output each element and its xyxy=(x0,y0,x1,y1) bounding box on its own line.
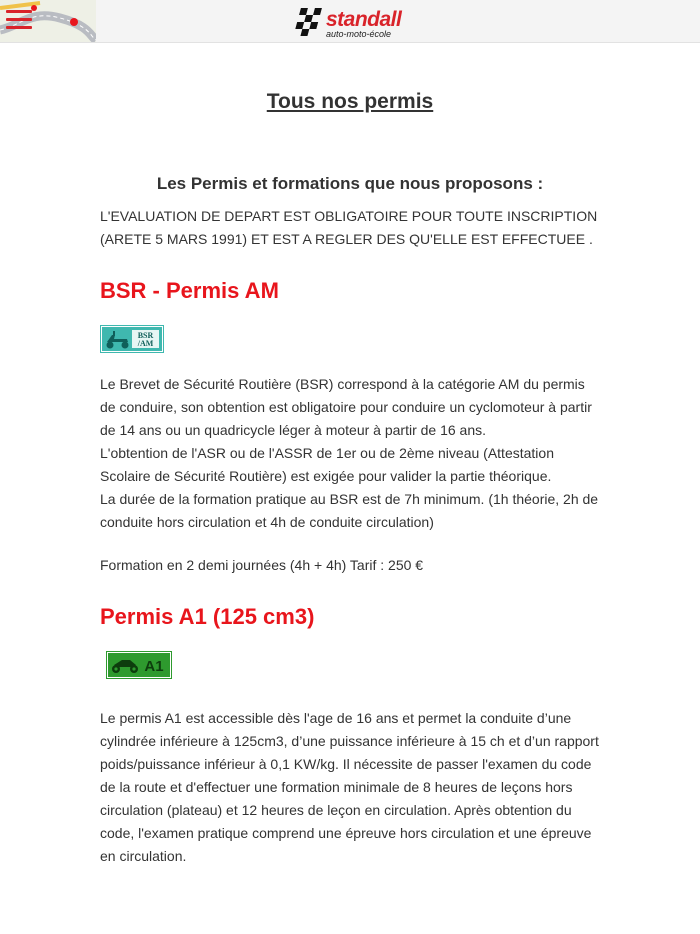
bsr-paragraph: La durée de la formation pratique au BSR est de 7h minimum. (1h théorie, 2h de conduite hors circulation et 4h de conduite circulation) xyxy=(100,491,599,530)
a1-paragraph: Le permis A1 est accessible dès l'age de 16 ans et permet la conduite d’une cylindrée inférieure à 125cm3, d’une puissance inférieure à 15 ch et d’un rapport poids/puissance inférieur à 0,1 KW/kg. Il nécessite de passer l'examen du code de la route et d'effectuer une formation minimale de 8 heures de leçons hors circulation (plateau) et 12 heures de leçon en circulation. Après obtention du code, l'examen pratique comprend une épreuve hors circulation et une épreuve en circulation. xyxy=(100,710,599,864)
page-title: Tous nos permis xyxy=(266,90,434,113)
bsr-paragraph: L'obtention de l'ASR ou de l'ASSR de 1er ou de 2ème niveau (Attestation Scolaire de Sécurité Routière) est exigée pour valider la partie théorique. xyxy=(100,445,554,484)
hamburger-menu-icon[interactable] xyxy=(6,10,32,32)
intro-notice: L'EVALUATION DE DEPART EST OBLIGATOIRE POUR TOUTE INSCRIPTION (ARETE 5 MARS 1991) ET EST A REGLER DES QU'ELLE EST EFFECTUEE . xyxy=(100,208,598,247)
badge-label-a1: A1 xyxy=(144,658,164,675)
a1-badge xyxy=(106,651,172,679)
section-title-a1: Permis A1 (125 cm3) xyxy=(100,604,315,629)
bsr-paragraph: Le Brevet de Sécurité Routière (BSR) correspond à la catégorie AM du permis de conduire, son obtention est obligatoire pour conduire un cyclomoteur à partir de 14 ans ou un quadricycle léger à moteur à partir de 16 ans. xyxy=(100,376,592,438)
logo-tagline: auto-moto-école xyxy=(326,29,392,39)
site-header xyxy=(0,0,700,43)
bsr-am-badge xyxy=(100,325,164,353)
logo-brand: standall xyxy=(326,8,402,31)
page-subtitle: Les Permis et formations que nous proposons : xyxy=(156,174,544,193)
checkered-flag-icon xyxy=(290,4,326,40)
badge-label-am: /AM xyxy=(137,339,154,348)
main-content xyxy=(0,89,700,868)
badge-label-bsr: BSR xyxy=(137,331,154,340)
bsr-price: Formation en 2 demi journées (4h + 4h) Tarif : 250 € xyxy=(100,557,424,573)
bsr-description xyxy=(100,373,600,534)
site-logo[interactable] xyxy=(290,2,420,40)
a1-description xyxy=(100,707,600,868)
section-title-bsr: BSR - Permis AM xyxy=(100,278,279,303)
